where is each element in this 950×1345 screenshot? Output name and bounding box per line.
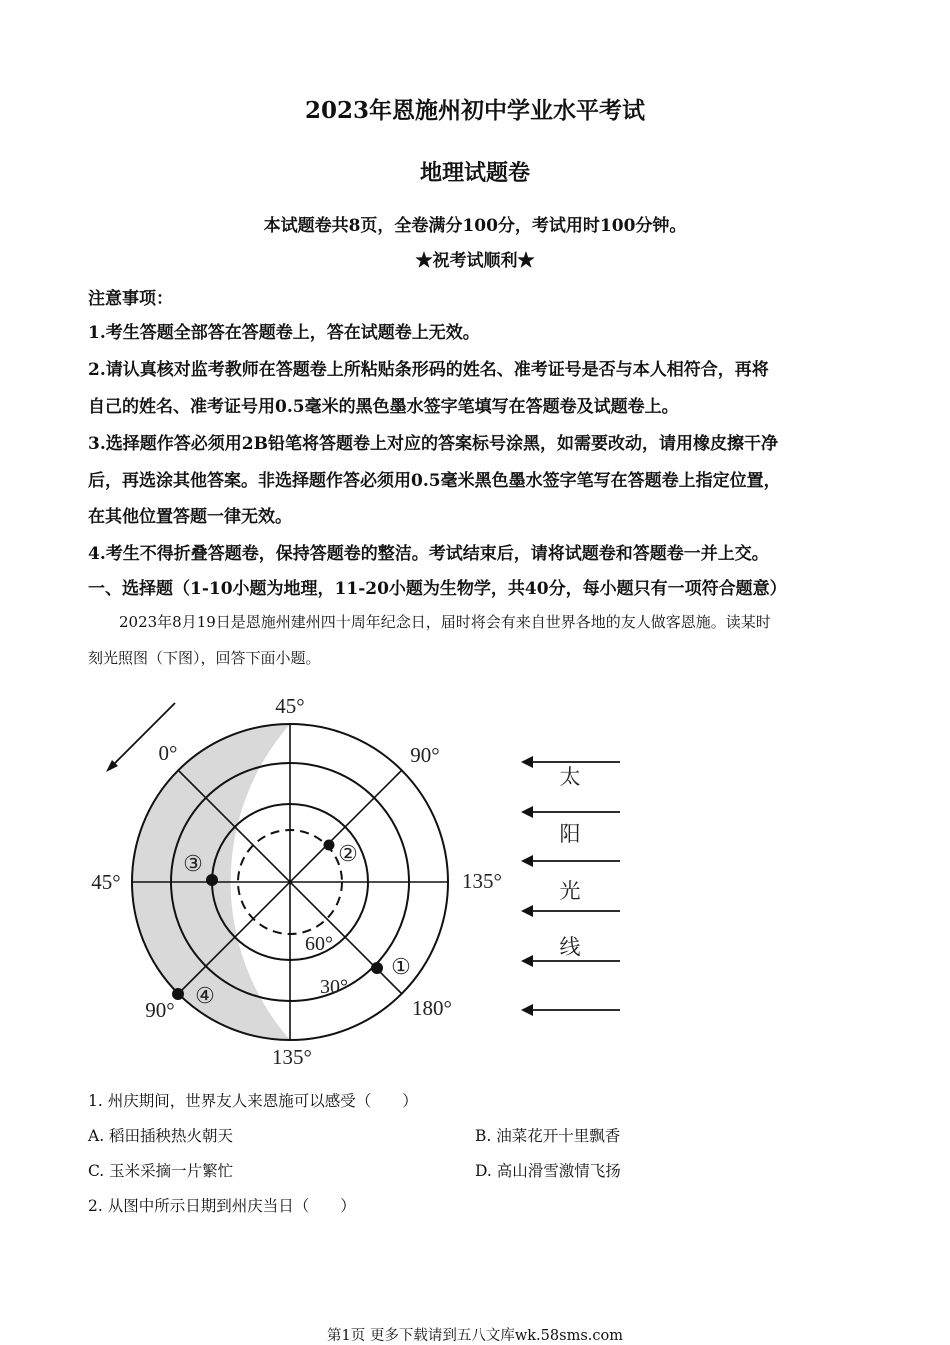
point-2-dot [324, 840, 335, 851]
sunlight-char: 光 [559, 879, 581, 903]
notes-line: 2.请认真核对监考教师在答题卷上所粘贴条形码的姓名、准考证号是否与本人相符合，再将 [88, 360, 769, 380]
notes-line: 4.考生不得折叠答题卷，保持答题卷的整洁。考试结束后，请将试题卷和答题卷一并上交。 [88, 544, 769, 564]
lon-label-upper-left: 0° [158, 741, 178, 765]
page-footer: 第1页 更多下载请到五八文库wk.58sms.com [327, 1328, 623, 1344]
notes-heading: 注意事项： [88, 289, 173, 309]
lon-label-right: 135° [462, 869, 502, 893]
notes-line: 1.考生答题全部答在答题卷上，答在试题卷上无效。 [88, 323, 480, 343]
lon-label-upper-right: 90° [410, 743, 440, 767]
section-heading: 一、选择题（1-10小题为地理，11-20小题为生物学，共40分，每小题只有一项符合题意） [88, 579, 787, 599]
question-2-stem: 2. 从图中所示日期到州庆当日（ ） [88, 1197, 356, 1215]
illumination-diagram [80, 688, 660, 1078]
question-1-option-a[interactable]: A. 稻田插秧热火朝天 [88, 1127, 234, 1145]
notes-line: 自己的姓名、准考证号用0.5毫米的黑色墨水签字笔填写在答题卷及试题卷上。 [88, 397, 679, 417]
lon-label-bottom: 135° [272, 1045, 312, 1069]
exam-subtitle: 地理试题卷 [419, 160, 530, 186]
lat-label-30: 30° [320, 976, 348, 998]
point-1-dot [371, 962, 383, 974]
lon-label-left: 45° [91, 870, 121, 894]
point-1-label: ① [391, 954, 411, 979]
question-1-option-d[interactable]: D. 高山滑雪激情飞扬 [475, 1162, 621, 1180]
notes-line: 后，再选涂其他答案。非选择题作答必须用0.5毫米黑色墨水签字笔写在答题卷上指定位置， [88, 471, 781, 491]
question-intro: 2023年8月19日是恩施州建州四十周年纪念日，届时将会有来自世界各地的友人做客恩施。读某时 [119, 613, 771, 631]
lon-label-lower-right: 180° [412, 996, 452, 1020]
notes-line: 3.选择题作答必须用2B铅笔将答题卷上对应的答案标号涂黑，如需要改动，请用橡皮擦干净 [88, 434, 778, 454]
sunlight-char: 线 [559, 935, 581, 959]
question-intro-cont: 刻光照图（下图），回答下面小题。 [88, 649, 321, 667]
exam-info: 本试题卷共8页，全卷满分100分，考试用时100分钟。 [263, 216, 687, 236]
lat-label-60: 60° [305, 933, 333, 955]
lon-label-lower-left: 90° [145, 998, 175, 1022]
lon-label-top: 45° [275, 694, 305, 718]
question-1-stem: 1. 州庆期间，世界友人来恩施可以感受（ ） [88, 1092, 418, 1110]
sunlight-char: 太 [559, 765, 581, 789]
point-2-label: ② [338, 841, 358, 866]
point-4-label: ④ [195, 983, 215, 1008]
blessing: ★祝考试顺利★ [415, 251, 535, 271]
point-3-dot [206, 874, 218, 886]
question-1-option-c[interactable]: C. 玉米采摘一片繁忙 [88, 1162, 234, 1180]
exam-title: 2023年恩施州初中学业水平考试 [304, 97, 645, 124]
point-3-label: ③ [183, 851, 203, 876]
notes-line: 在其他位置答题一律无效。 [88, 507, 292, 527]
question-1-option-b[interactable]: B. 油菜花开十里飘香 [475, 1127, 621, 1145]
sunlight-char: 阳 [559, 822, 581, 846]
